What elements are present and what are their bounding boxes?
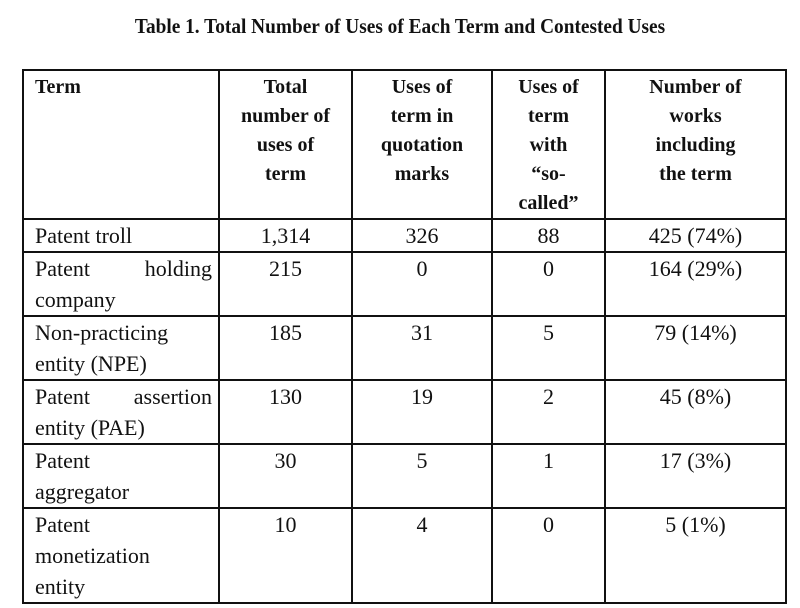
cell-quoted: 19 (352, 380, 492, 444)
cell-works: 17 (3%) (605, 444, 786, 508)
cell-total: 10 (219, 508, 352, 603)
cell-quoted: 0 (352, 252, 492, 316)
cell-term: Patent monetization entity (23, 508, 219, 603)
header-line: called” (518, 192, 579, 214)
table-row (23, 380, 786, 444)
cell-term: Non-practicing entity (NPE) (23, 316, 219, 380)
cell-so-called: 0 (492, 252, 605, 316)
header-works-count (605, 70, 786, 219)
table-row (23, 508, 786, 603)
cell-term: Patent holding company (23, 252, 219, 316)
cell-term: Patent troll (23, 219, 219, 252)
cell-total: 185 (219, 316, 352, 380)
header-line: the term (659, 163, 732, 185)
header-line: marks (394, 163, 450, 185)
header-so-called-uses (492, 70, 605, 219)
header-line: number of (240, 105, 331, 127)
header-line: works (669, 105, 722, 127)
cell-works: 45 (8%) (605, 380, 786, 444)
terms-table (22, 69, 787, 604)
cell-works: 5 (1%) (605, 508, 786, 603)
header-line: term (527, 105, 570, 127)
cell-term: Patent aggregator (23, 444, 219, 508)
cell-quoted: 5 (352, 444, 492, 508)
header-total-uses (219, 70, 352, 219)
cell-works: 425 (74%) (605, 219, 786, 252)
header-line: Number of (649, 76, 742, 98)
header-line: Uses of (518, 76, 579, 98)
header-row (23, 70, 786, 219)
cell-so-called: 0 (492, 508, 605, 603)
header-line: term in (390, 105, 454, 127)
header-line: Uses of (391, 76, 453, 98)
cell-total: 1,314 (219, 219, 352, 252)
cell-so-called: 5 (492, 316, 605, 380)
cell-term: Patent assertion entity (PAE) (23, 380, 219, 444)
cell-total: 215 (219, 252, 352, 316)
header-line: Total (263, 76, 308, 98)
header-line: Term (35, 76, 81, 98)
header-line: term (264, 163, 307, 185)
table-row (23, 252, 786, 316)
cell-quoted: 326 (352, 219, 492, 252)
cell-so-called: 88 (492, 219, 605, 252)
header-term (23, 70, 219, 219)
header-line: uses of (256, 134, 315, 156)
cell-quoted: 31 (352, 316, 492, 380)
table-row (23, 444, 786, 508)
cell-so-called: 1 (492, 444, 605, 508)
table-row (23, 316, 786, 380)
header-line: with (529, 134, 568, 156)
table-row (23, 219, 786, 252)
cell-total: 30 (219, 444, 352, 508)
cell-total: 130 (219, 380, 352, 444)
header-line: including (655, 134, 736, 156)
header-line: quotation (380, 134, 464, 156)
cell-works: 164 (29%) (605, 252, 786, 316)
header-quoted-uses (352, 70, 492, 219)
cell-quoted: 4 (352, 508, 492, 603)
cell-so-called: 2 (492, 380, 605, 444)
cell-works: 79 (14%) (605, 316, 786, 380)
header-line: “so- (531, 163, 566, 185)
table-title: Table 1. Total Number of Uses of Each Term and Contested Uses (134, 14, 666, 38)
